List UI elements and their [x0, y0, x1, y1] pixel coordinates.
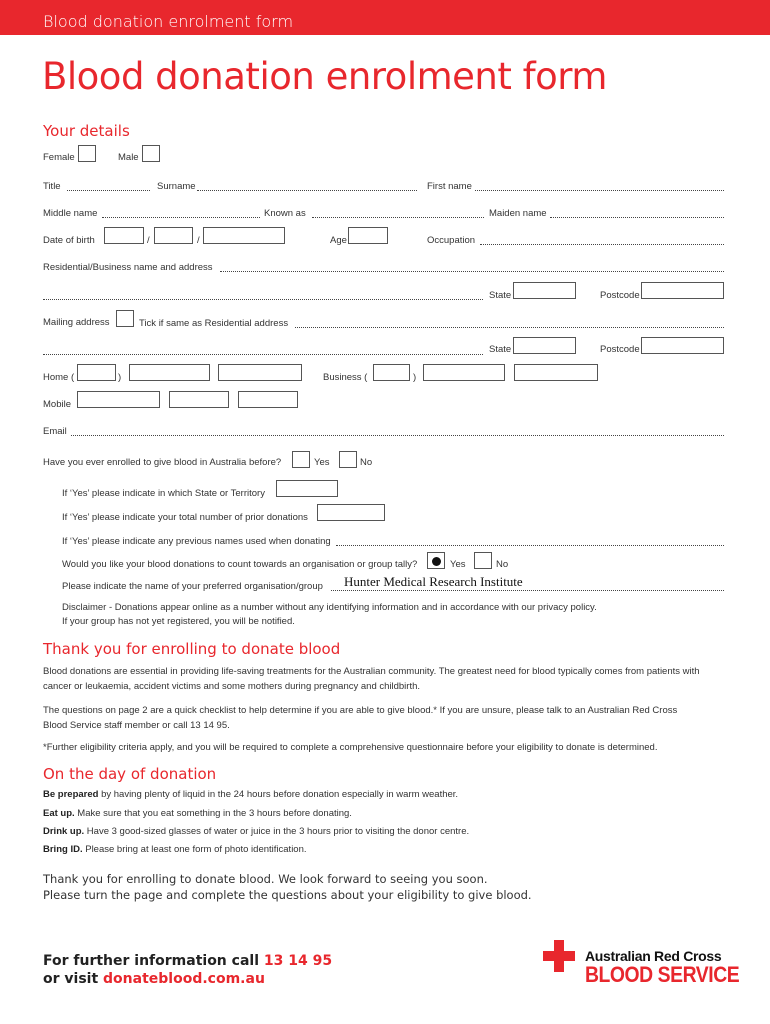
- footer-website-link[interactable]: donateblood.com.au: [103, 971, 265, 987]
- tick-same-label: Tick if same as Residential address: [139, 318, 289, 329]
- section-your-details: Your details: [43, 122, 130, 140]
- footer-call: [43, 952, 332, 970]
- same-as-residential-checkbox[interactable]: [116, 310, 134, 327]
- known-as-field[interactable]: [312, 217, 484, 218]
- business-phone-input-1[interactable]: [423, 364, 505, 381]
- organisation-name-prompt: Please indicate the name of your preferred organisation/group: [62, 581, 323, 592]
- prior-state-input[interactable]: [276, 480, 338, 497]
- organisation-question: Would you like your blood donations to count towards an organisation or group tally?: [62, 559, 418, 570]
- thank-you-paragraph-3: *Further eligibility criteria apply, and you will be required to complete a comprehensive questionnaire before your eligibility to donate is determined.: [43, 742, 658, 753]
- page-title: Blood donation enrolment form: [42, 55, 607, 98]
- day-item: [43, 806, 352, 821]
- age-label: Age: [330, 235, 347, 246]
- home-phone-input-1[interactable]: [129, 364, 210, 381]
- title-field[interactable]: [67, 190, 150, 191]
- first-name-field[interactable]: [475, 190, 724, 191]
- day-item-bold: Eat up.: [43, 808, 75, 819]
- day-item-text: Make sure that you eat something in the 3 hours before donating.: [74, 808, 352, 819]
- mobile-label: Mobile: [43, 399, 71, 410]
- organisation-yes-label: Yes: [450, 559, 466, 570]
- day-item-bold: Drink up.: [43, 826, 85, 837]
- mailing-state-input[interactable]: [513, 337, 576, 354]
- age-input[interactable]: [348, 227, 388, 244]
- email-label: Email: [43, 426, 67, 437]
- dob-slash: /: [147, 235, 150, 246]
- state-label: State: [489, 290, 512, 301]
- postcode-label: Postcode: [600, 344, 640, 355]
- thank-you-paragraph-1: Blood donations are essential in providing life-saving treatments for the Australian community. The greatest need for blood typically comes from patients with cancer or leukaemia, accident victims and some mothers during pregnancy and childbirth.: [43, 666, 700, 692]
- business-phone-label: Business (: [323, 372, 368, 383]
- organisation-name-field[interactable]: [331, 590, 724, 591]
- radio-selected-dot: [432, 557, 441, 566]
- occupation-label: Occupation: [427, 235, 476, 246]
- residential-label: Residential/Business name and address: [43, 262, 213, 273]
- disclaimer-line1: Disclaimer - Donations appear online as a number without any identifying information and in accordance with our privacy policy.: [62, 602, 597, 613]
- occupation-field[interactable]: [480, 244, 724, 245]
- female-checkbox[interactable]: [78, 145, 96, 162]
- middle-name-field[interactable]: [102, 217, 260, 218]
- dob-day-input[interactable]: [104, 227, 144, 244]
- business-close-paren: ): [413, 372, 417, 383]
- female-label: Female: [43, 152, 75, 163]
- day-item-text: Have 3 good-sized glasses of water or juice in the 3 hours prior to visiting the donor centre.: [84, 826, 470, 837]
- if-yes-state-label: If ‘Yes’ please indicate in which State or Territory: [62, 488, 265, 499]
- residential-field-line2[interactable]: [43, 299, 483, 300]
- organisation-name-value[interactable]: Hunter Medical Research Institute: [344, 574, 523, 589]
- mailing-address-field-line2[interactable]: [43, 354, 483, 355]
- mobile-input-2[interactable]: [169, 391, 229, 408]
- if-yes-total-label: If ‘Yes’ please indicate your total number of prior donations: [62, 512, 308, 523]
- day-item-bold: Be prepared: [43, 789, 99, 800]
- home-area-code-input[interactable]: [77, 364, 116, 381]
- postcode-label: Postcode: [600, 290, 640, 301]
- maiden-name-field[interactable]: [550, 217, 724, 218]
- if-yes-names-label: If ‘Yes’ please indicate any previous names used when donating: [62, 536, 331, 547]
- surname-label: Surname: [157, 181, 196, 192]
- enrolled-no-checkbox[interactable]: [339, 451, 357, 468]
- previous-names-field[interactable]: [336, 545, 724, 546]
- mailing-address-label: Mailing address: [43, 317, 110, 328]
- surname-field[interactable]: [197, 190, 417, 191]
- red-cross-logo-icon: [543, 940, 575, 972]
- section-day-of-donation: On the day of donation: [43, 765, 217, 783]
- first-name-label: First name: [427, 181, 472, 192]
- disclaimer-line2: If your group has not yet registered, you will be notified.: [62, 616, 295, 627]
- organisation-no-radio[interactable]: [474, 552, 492, 569]
- male-label: Male: [118, 152, 139, 163]
- mailing-address-field-line1[interactable]: [295, 327, 724, 328]
- home-phone-label: Home (: [43, 372, 75, 383]
- closing-line-1: Thank you for enrolling to donate blood. We look forward to seeing you soon.: [43, 872, 488, 886]
- business-area-code-input[interactable]: [373, 364, 410, 381]
- state-label: State: [489, 344, 512, 355]
- footer-visit-text: or visit: [43, 971, 104, 987]
- mobile-input-3[interactable]: [238, 391, 298, 408]
- home-close-paren: ): [118, 372, 122, 383]
- enrolled-question: Have you ever enrolled to give blood in Australia before?: [43, 457, 282, 468]
- organisation-no-label: No: [496, 559, 509, 570]
- home-phone-input-2[interactable]: [218, 364, 302, 381]
- enrolled-yes-checkbox[interactable]: [292, 451, 310, 468]
- organisation-yes-radio[interactable]: [427, 552, 445, 569]
- title-label: Title: [43, 181, 61, 192]
- mailing-postcode-input[interactable]: [641, 337, 724, 354]
- header-bar-title: Blood donation enrolment form: [43, 12, 294, 31]
- section-thank-you: Thank you for enrolling to donate blood: [43, 640, 341, 658]
- middle-name-label: Middle name: [43, 208, 98, 219]
- residential-field-line1[interactable]: [220, 271, 724, 272]
- day-item: [43, 824, 469, 839]
- male-checkbox[interactable]: [142, 145, 160, 162]
- day-item: [43, 787, 458, 802]
- email-field[interactable]: [71, 435, 724, 436]
- maiden-name-label: Maiden name: [489, 208, 547, 219]
- enrolled-yes-label: Yes: [314, 457, 330, 468]
- residential-postcode-input[interactable]: [641, 282, 724, 299]
- date-of-birth-label: Date of birth: [43, 235, 95, 246]
- business-phone-input-2[interactable]: [514, 364, 598, 381]
- footer-call-text: For further information call: [43, 953, 264, 969]
- dob-month-input[interactable]: [154, 227, 193, 244]
- day-item: [43, 842, 307, 857]
- footer-visit: [43, 970, 265, 988]
- footer-phone[interactable]: 13 14 95: [263, 953, 333, 969]
- mobile-input-1[interactable]: [77, 391, 160, 408]
- logo-line-2: BLOOD SERVICE: [585, 962, 740, 987]
- dob-slash: /: [197, 235, 200, 246]
- thank-you-paragraph-2: The questions on page 2 are a quick checklist to help determine if you are able to give blood.* If you are unsure, please talk to an Australian Red Cross Blood Service staff member or call 13 14 95.: [43, 705, 678, 731]
- enrolled-no-label: No: [360, 457, 373, 468]
- day-item-text: by having plenty of liquid in the 24 hours before donation especially in warm weather.: [98, 789, 459, 800]
- day-item-text: Please bring at least one form of photo identification.: [82, 844, 307, 855]
- day-item-bold: Bring ID.: [43, 844, 83, 855]
- logo-line-1: Australian Red Cross: [585, 948, 722, 964]
- prior-donations-input[interactable]: [317, 504, 385, 521]
- residential-state-input[interactable]: [513, 282, 576, 299]
- header-bar: [0, 0, 770, 35]
- dob-year-input[interactable]: [203, 227, 285, 244]
- closing-line-2: Please turn the page and complete the questions about your eligibility to give blood.: [43, 888, 532, 902]
- known-as-label: Known as: [264, 208, 306, 219]
